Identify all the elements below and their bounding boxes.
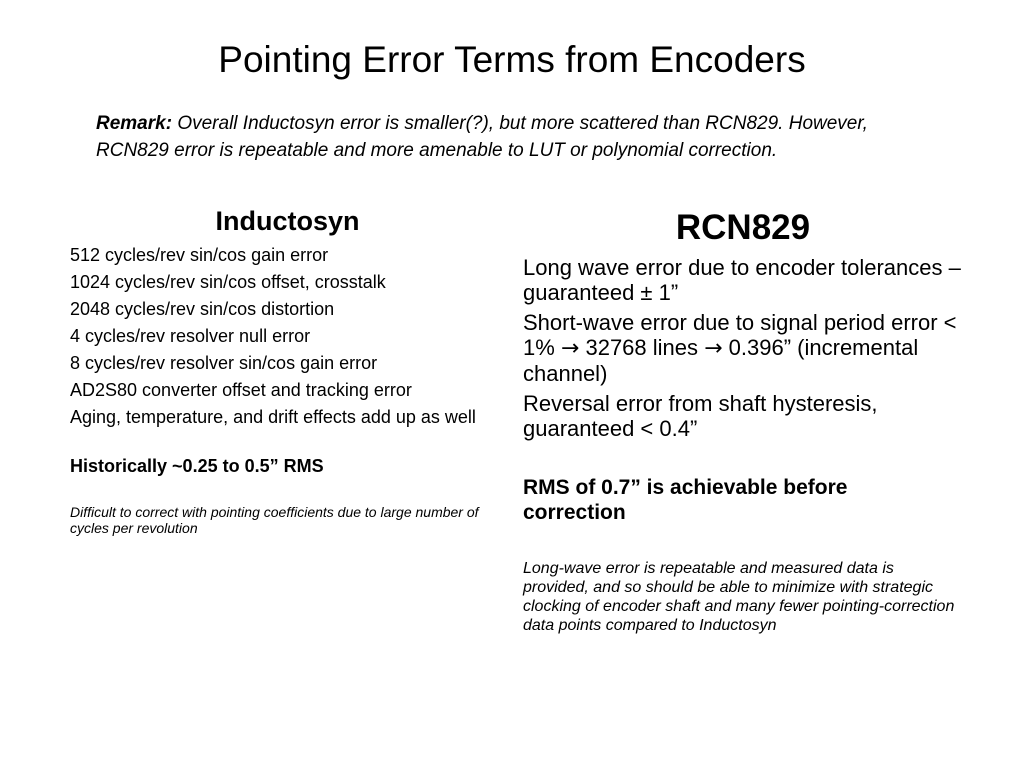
rcn829-item-text: 0.396” (incremental channel): [523, 335, 919, 386]
rcn829-item: Reversal error from shaft hysteresis, guaranteed < 0.4”: [523, 391, 878, 441]
inductosyn-item: 2048 cycles/rev sin/cos distortion: [70, 299, 335, 319]
inductosyn-column: [70, 204, 495, 536]
inductosyn-item: Aging, temperature, and drift effects add up as well: [70, 407, 476, 427]
arrow-right-icon: →: [560, 336, 580, 361]
rcn829-column: [523, 204, 963, 635]
remark-paragraph: [96, 110, 946, 164]
rcn829-heading: RCN829: [675, 208, 811, 247]
inductosyn-item: 4 cycles/rev resolver null error: [70, 326, 311, 346]
rcn829-item-text: Short-wave error due to signal period error < 1%: [523, 310, 957, 360]
rcn829-note: Long-wave error is repeatable and measured data is provided, and so should be able to minimize with strategic clocking of encoder shaft and many fewer pointing-correction data points compared to Inductosyn: [523, 560, 955, 634]
rcn829-item: [523, 310, 963, 386]
rcn829-error-list: [523, 255, 963, 441]
rcn829-summary: RMS of 0.7” is achievable before correction: [523, 476, 848, 524]
slide-title: Pointing Error Terms from Encoders: [218, 39, 806, 80]
inductosyn-item: 8 cycles/rev resolver sin/cos gain error: [70, 353, 378, 373]
rcn829-item-text: 32768 lines: [579, 335, 705, 360]
inductosyn-error-list: [70, 245, 495, 427]
remark-text: Overall Inductosyn error is smaller(?), but more scattered than RCN829. However, RCN829 error is repeatable and more amenable to LUT or polynomial correction.: [96, 113, 868, 161]
rcn829-item: Long wave error due to encoder tolerances – guaranteed ± 1”: [523, 255, 961, 305]
arrow-right-icon: →: [704, 336, 723, 361]
inductosyn-note: Difficult to correct with pointing coefficients due to large number of cycles per revolution: [70, 504, 479, 536]
remark-label: Remark:: [96, 113, 173, 134]
inductosyn-heading: Inductosyn: [215, 206, 360, 236]
inductosyn-summary: Historically ~0.25 to 0.5” RMS: [70, 456, 324, 476]
inductosyn-item: 512 cycles/rev sin/cos gain error: [70, 245, 329, 265]
inductosyn-item: 1024 cycles/rev sin/cos offset, crosstalk: [70, 272, 386, 292]
inductosyn-item: AD2S80 converter offset and tracking error: [70, 380, 412, 400]
